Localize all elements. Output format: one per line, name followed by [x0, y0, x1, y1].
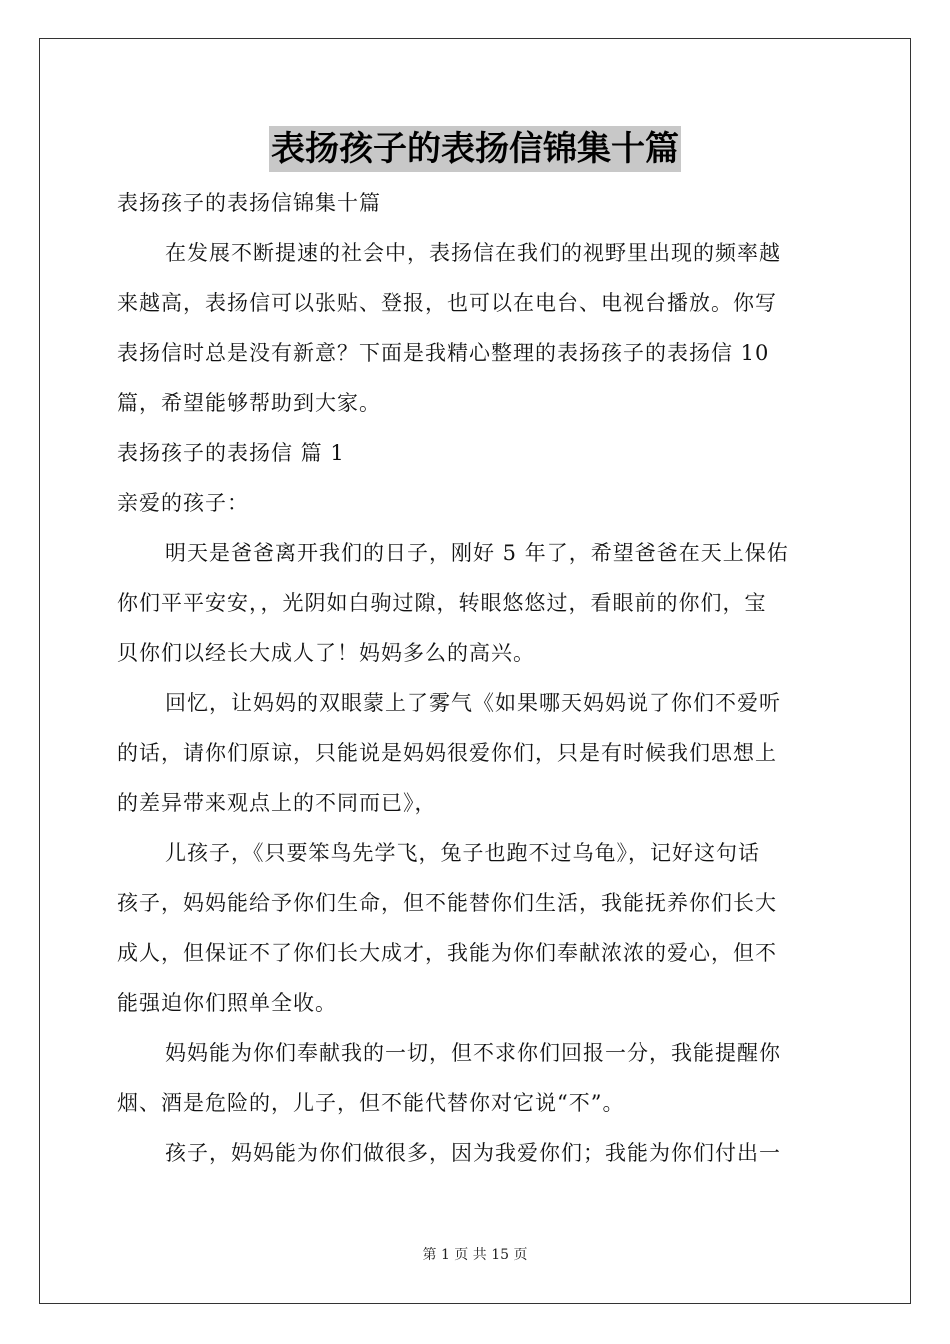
paragraph-line: 你们平平安安，，光阴如白驹过隙，转眼悠悠过，看眼前的你们，宝 — [117, 591, 767, 615]
paragraph-line: 篇，希望能够帮助到大家。 — [117, 391, 381, 415]
paragraph-line: 烟、酒是危险的，儿子，但不能代替你对它说“不”。 — [117, 1091, 625, 1115]
paragraph-line: 在发展不断提速的社会中，表扬信在我们的视野里出现的频率越 — [165, 241, 781, 265]
page-footer: 第 1 页 共 15 页 — [422, 1247, 528, 1263]
paragraph-line: 的话，请你们原谅，只能说是妈妈很爱你们，只是有时候我们思想上 — [117, 741, 777, 765]
section-heading: 表扬孩子的表扬信 篇 1 — [117, 441, 345, 465]
salutation: 亲爱的孩子： — [117, 491, 249, 515]
paragraph-line: 成人，但保证不了你们长大成才，我能为你们奉献浓浓的爱心，但不 — [117, 941, 777, 965]
subtitle-line: 表扬孩子的表扬信锦集十篇 — [117, 191, 381, 215]
paragraph-line: 的差异带来观点上的不同而已》， — [117, 791, 437, 815]
paragraph-line: 孩子，妈妈能给予你们生命，但不能替你们生活，我能抚养你们长大 — [117, 891, 777, 915]
paragraph-line: 表扬信时总是没有新意？下面是我精心整理的表扬孩子的表扬信 10 — [117, 341, 770, 365]
paragraph-line: 孩子，妈妈能为你们做很多，因为我爱你们；我能为你们付出一 — [165, 1141, 781, 1165]
title-container — [0, 126, 950, 172]
paragraph-line: 明天是爸爸离开我们的日子，刚好 5 年了，希望爸爸在天上保佑 — [165, 541, 789, 565]
document-body — [117, 178, 835, 1178]
paragraph-line: 能强迫你们照单全收。 — [117, 991, 337, 1015]
paragraph-line: 儿孩子，《只要笨鸟先学飞，兔子也跑不过乌龟》，记好这句话 — [165, 841, 760, 865]
paragraph-line: 贝你们以经长大成人了！妈妈多么的高兴。 — [117, 641, 535, 665]
document-title: 表扬孩子的表扬信锦集十篇 — [269, 126, 681, 172]
paragraph-line: 回忆，让妈妈的双眼蒙上了雾气《如果哪天妈妈说了你们不爱听 — [165, 691, 781, 715]
paragraph-line: 妈妈能为你们奉献我的一切，但不求你们回报一分，我能提醒你 — [165, 1041, 781, 1065]
paragraph-line: 来越高，表扬信可以张贴、登报，也可以在电台、电视台播放。你写 — [117, 291, 777, 315]
